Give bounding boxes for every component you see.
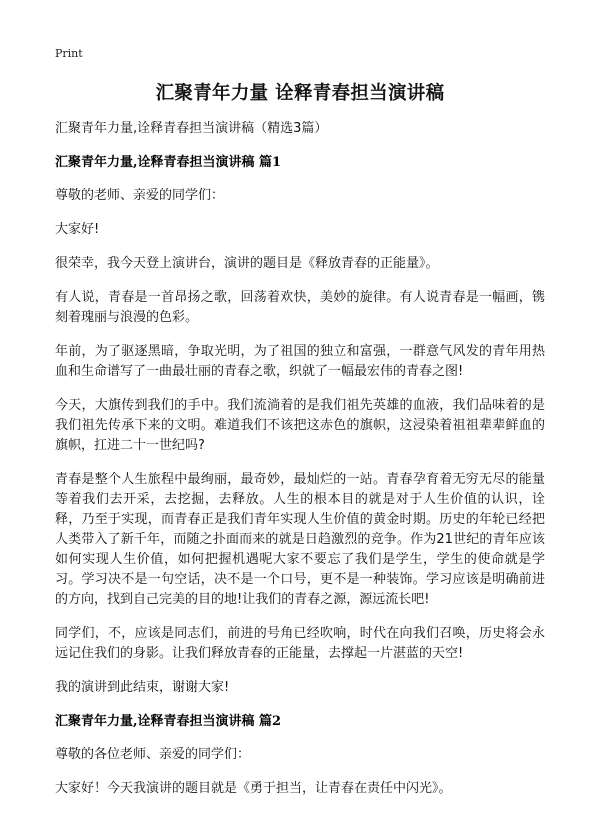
paragraph: 尊敬的老师、亲爱的同学们： [55, 188, 225, 203]
print-link[interactable]: Print [55, 47, 83, 60]
paragraph: 大家好! [55, 222, 100, 237]
section-heading-1: 汇聚青年力量,诠释青春担当演讲稿 篇1 [55, 155, 282, 170]
paragraph: 尊敬的各位老师、亲爱的同学们： [55, 747, 251, 762]
paragraph: 有人说，青春是一首昂扬之歌，回荡着欢快，美妙的旋律。有人说青春是一幅画，镌刻着瑰丽与浪漫的色彩。 [55, 290, 545, 325]
article-body [55, 119, 545, 813]
paragraph: 大家好！今天我演讲的题目就是《勇于担当，让青春在责任中闪光》。 [55, 781, 452, 796]
paragraph: 我的演讲到此结束，谢谢大家! [55, 680, 230, 695]
paragraph: 同学们，不，应该是同志们，前进的号角已经吹响，时代在向我们召唤，历史将会永远记住我们的身影。让我们释放青春的正能量，去撑起一片湛蓝的天空! [55, 626, 545, 661]
paragraph: 年前，为了驱逐黑暗，争取光明，为了祖国的独立和富强，一群意气风发的青年用热血和生命谱写了一曲最壮丽的青春之歌，织就了一幅最宏伟的青春之图! [55, 344, 545, 379]
article-subtitle: 汇聚青年力量,诠释青春担当演讲稿（精选3篇） [55, 121, 328, 136]
page-title: 汇聚青年力量 诠释青春担当演讲稿 [155, 83, 445, 104]
paragraph: 青春是整个人生旅程中最绚丽，最奇妙，最灿烂的一站。青春孕育着无穷无尽的能量等着我们去开采，去挖掘，去释放。人生的根本目的就是对于人生价值的认识，诠释，乃至于实现，而青春正是我们青年实现人生价值的黄金时期。历史的年轮已经把人类带入了新千年，而随之扑面而来的就是日趋激烈的竞争。作为21世纪的青年应该如何实现人生价值，如何把握机遇呢大家不要忘了我们是学生，学生的使命就是学习。学习决不是一句空话，决不是一个口号，更不是一种装饰。学习应该是明确前进的方向，找到自己完美的目的地!让我们的青春之源，源远流长吧! [55, 472, 545, 607]
paragraph: 今天，大旗传到我们的手中。我们流淌着的是我们祖先英雄的血液，我们品味着的是我们祖先传承下来的文明。难道我们不该把这赤色的旗帜，这浸染着祖祖辈辈鲜血的旗帜，扛进二十一世纪吗? [55, 398, 545, 453]
section-heading-2: 汇聚青年力量,诠释青春担当演讲稿 篇2 [55, 714, 282, 729]
paragraph: 很荣幸，我今天登上演讲台，演讲的题目是《释放青春的正能量》。 [55, 256, 439, 271]
